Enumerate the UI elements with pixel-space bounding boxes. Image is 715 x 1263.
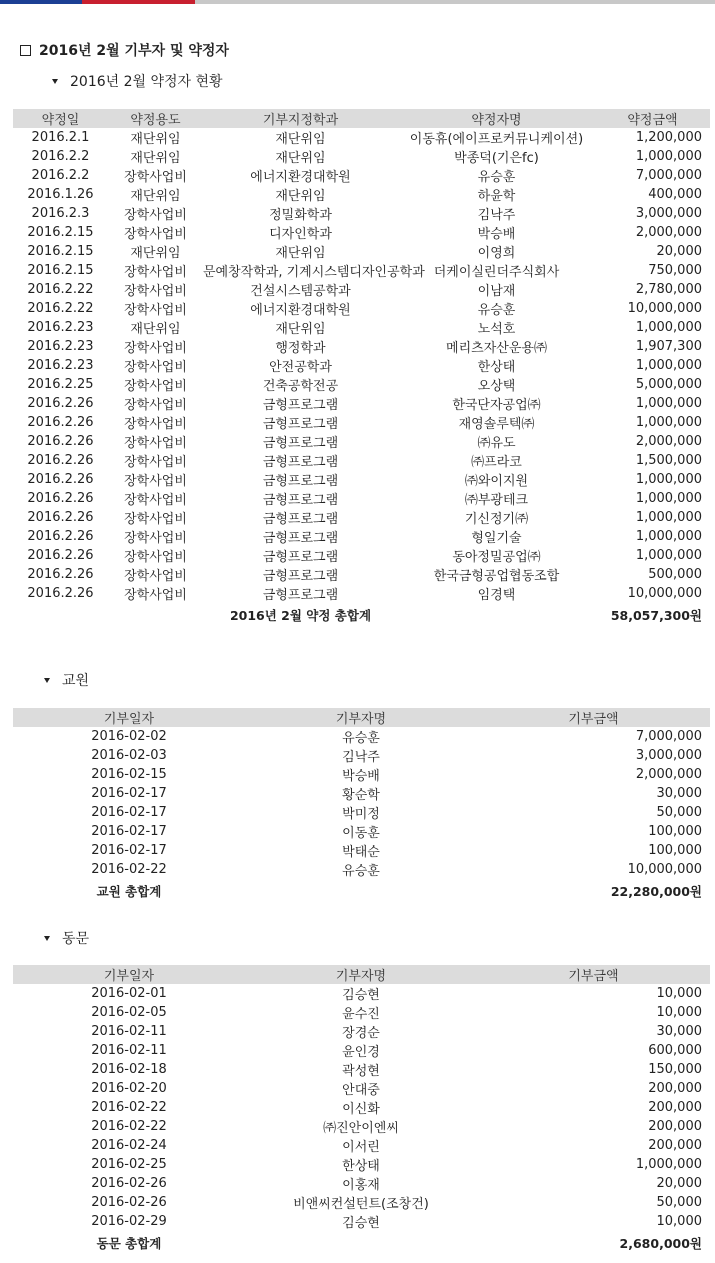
table-cell: 10,000 [656, 986, 702, 1001]
total-row [13, 603, 710, 627]
column-header: 기부일자 [13, 965, 245, 984]
table-row [13, 803, 710, 822]
table-cell: 10,000 [656, 1214, 702, 1229]
total-label: 교원 총합계 [96, 884, 162, 899]
table-cell: 건설시스템공학과 [250, 284, 351, 299]
table-row [13, 451, 710, 470]
table-cell: 30,000 [656, 786, 702, 801]
table-cell: 한국금형공업협동조합 [433, 569, 560, 584]
table-row [13, 299, 710, 318]
section-title-text: 교원 [62, 673, 90, 689]
table-cell: 금형프로그램 [262, 474, 339, 489]
total-row [13, 879, 710, 903]
table-cell: 2016-02-03 [91, 748, 167, 763]
table-cell: 2016.2.23 [27, 320, 94, 335]
table-cell: 에너지환경대학원 [250, 170, 351, 185]
triangle-bullet-icon [44, 678, 50, 683]
table-cell: 2016-02-17 [91, 786, 167, 801]
table-cell: 장학사업비 [124, 227, 187, 242]
table-cell: 2016.2.26 [27, 586, 94, 601]
table-cell: 건축공학전공 [262, 379, 339, 394]
table-cell: 2016.2.26 [27, 567, 94, 582]
table-cell: 10,000,000 [627, 862, 702, 877]
table-cell: 장학사업비 [124, 512, 187, 527]
table-cell: 2016.2.15 [27, 263, 94, 278]
column-header: 기부자명 [245, 708, 477, 727]
table-row [13, 318, 710, 337]
total-label: 2016년 2월 약정 총합계 [229, 608, 372, 623]
table-cell: 2016.2.26 [27, 472, 94, 487]
table-row [13, 784, 710, 803]
column-header: 약정금액 [595, 109, 710, 128]
table-cell: 2016.2.1 [31, 130, 90, 145]
table-cell: 재단위임 [275, 132, 326, 147]
table-cell: 2016-02-11 [91, 1043, 167, 1058]
table-cell: 김낙주 [477, 208, 516, 223]
column-header: 기부금액 [477, 965, 710, 984]
table-row [13, 204, 710, 223]
table-cell: 2016.2.26 [27, 415, 94, 430]
table-row [13, 413, 710, 432]
table-cell: 600,000 [648, 1043, 702, 1058]
table-cell: 2,780,000 [635, 282, 702, 297]
table-cell: 1,000,000 [635, 491, 702, 506]
table-cell: 이홍재 [342, 1178, 380, 1193]
table-cell: 금형프로그램 [262, 398, 339, 413]
total-label: 동문 총합계 [96, 1236, 162, 1251]
table-cell: 재단위임 [275, 151, 326, 166]
table-cell: 200,000 [648, 1081, 702, 1096]
table-cell: 20,000 [656, 244, 702, 259]
table-cell: 김승현 [342, 1216, 380, 1231]
column-header: 기부자명 [245, 965, 477, 984]
table-cell: 장학사업비 [124, 341, 187, 356]
table-cell: 30,000 [656, 1024, 702, 1039]
table-cell: ㈜프라코 [471, 455, 522, 470]
table-cell: 100,000 [648, 843, 702, 858]
table-cell: 2,000,000 [635, 434, 702, 449]
table-cell: 박미정 [342, 807, 380, 822]
table-cell: 금형프로그램 [262, 531, 339, 546]
table-cell: 2016.1.26 [27, 187, 94, 202]
table-cell: 장학사업비 [124, 531, 187, 546]
table-row [13, 1155, 710, 1174]
table-cell: 7,000,000 [635, 168, 702, 183]
table-cell: 장학사업비 [124, 493, 187, 508]
table-cell: 1,000,000 [635, 320, 702, 335]
section-title-pledge [52, 71, 223, 91]
table-cell: 1,000,000 [635, 548, 702, 563]
table-row [13, 841, 710, 860]
table-cell: 2016-02-22 [91, 862, 167, 877]
table-cell: 2,000,000 [635, 767, 702, 782]
table-row [13, 822, 710, 841]
table-cell: 400,000 [648, 187, 702, 202]
table-cell: 유승훈 [342, 731, 380, 746]
table-cell: 장학사업비 [124, 569, 187, 584]
table-cell: 디자인학과 [269, 227, 332, 242]
table-cell: 3,000,000 [635, 206, 702, 221]
total-value: 22,280,000원 [610, 884, 702, 899]
table-cell: 2016-02-05 [91, 1005, 167, 1020]
table-cell: 2016.2.2 [31, 168, 90, 183]
table-cell: 장학사업비 [124, 455, 187, 470]
total-value: 58,057,300원 [610, 608, 702, 623]
table-cell: 장학사업비 [124, 170, 187, 185]
table-row [13, 128, 710, 147]
table-cell: 2016.2.26 [27, 548, 94, 563]
table-cell: 에너지환경대학원 [250, 303, 351, 318]
accent-blue [0, 0, 82, 4]
table-cell: 2016-02-18 [91, 1062, 167, 1077]
table-row [13, 432, 710, 451]
pledge-table [13, 109, 710, 627]
table-cell: 이동휴(에이프로커뮤니케이션) [409, 132, 584, 147]
table-cell: 한상태 [342, 1159, 380, 1174]
table-cell: 재단위임 [130, 132, 181, 147]
column-header: 기부금액 [477, 708, 710, 727]
table-cell: 2016.2.26 [27, 396, 94, 411]
table-cell: 2016.2.26 [27, 529, 94, 544]
table-cell: 2016-02-02 [91, 729, 167, 744]
table-cell: 정밀화학과 [269, 208, 332, 223]
table-cell: 재단위임 [130, 322, 181, 337]
table-cell: 장학사업비 [124, 588, 187, 603]
table-row [13, 185, 710, 204]
table-cell: 1,000,000 [635, 472, 702, 487]
table-cell: 200,000 [648, 1138, 702, 1153]
section-title-text: 동문 [62, 931, 90, 947]
table-cell: 1,000,000 [635, 510, 702, 525]
table-cell: 2016.2.22 [27, 301, 94, 316]
table-header-row [13, 708, 710, 727]
table-cell: 2016-02-22 [91, 1100, 167, 1115]
table-cell: 2016-02-17 [91, 824, 167, 839]
table-row [13, 1079, 710, 1098]
table-row [13, 147, 710, 166]
table-cell: 장학사업비 [124, 398, 187, 413]
table-cell: 2016.2.3 [31, 206, 90, 221]
table-cell: 2016-02-17 [91, 805, 167, 820]
table-cell: 1,907,300 [635, 339, 702, 354]
total-value: 2,680,000원 [619, 1236, 702, 1251]
table-row [13, 166, 710, 185]
table-cell: 윤인경 [342, 1045, 380, 1060]
table-cell: 박종덕(기은fc) [454, 151, 539, 166]
table-cell: 동아정밀공업㈜ [452, 550, 541, 565]
table-cell: ㈜와이지원 [464, 474, 529, 489]
table-cell: 재단위임 [130, 189, 181, 204]
accent-red [82, 0, 195, 4]
table-cell: 150,000 [648, 1062, 702, 1077]
table-cell: 안대중 [342, 1083, 380, 1098]
table-cell: 금형프로그램 [262, 436, 339, 451]
table-cell: 장학사업비 [124, 303, 187, 318]
table-cell: 금형프로그램 [262, 588, 339, 603]
table-row [13, 527, 710, 546]
table-cell: 2016-02-15 [91, 767, 167, 782]
table-cell: 500,000 [648, 567, 702, 582]
table-cell: 이신화 [342, 1102, 380, 1117]
table-cell: 2016.2.26 [27, 491, 94, 506]
table-cell: 2016-02-25 [91, 1157, 167, 1172]
table-cell: 1,000,000 [635, 1157, 702, 1172]
table-cell: 재단위임 [275, 246, 326, 261]
table-cell: 금형프로그램 [262, 569, 339, 584]
table-row [13, 1212, 710, 1231]
table-cell: 2,000,000 [635, 225, 702, 240]
section-title-text: 2016년 2월 약정자 현황 [70, 74, 223, 90]
table-cell: 1,500,000 [635, 453, 702, 468]
table-row [13, 1193, 710, 1212]
table-row [13, 860, 710, 879]
table-cell: 1,000,000 [635, 396, 702, 411]
square-bullet-icon [20, 45, 31, 56]
table-cell: 금형프로그램 [262, 550, 339, 565]
table-cell: 유승훈 [477, 170, 516, 185]
table-row [13, 375, 710, 394]
table-row [13, 584, 710, 603]
table-cell: 이영희 [477, 246, 516, 261]
table-row [13, 280, 710, 299]
table-cell: 문예창작학과, 기계시스템디자인공학과 [203, 265, 425, 280]
table-cell: 김낙주 [342, 750, 380, 765]
table-cell: 2016.2.26 [27, 453, 94, 468]
table-cell: 형일기술 [471, 531, 522, 546]
table-cell: 2016-02-26 [91, 1176, 167, 1191]
table-cell: 재단위임 [130, 151, 181, 166]
table-cell: 행정학과 [275, 341, 326, 356]
triangle-bullet-icon [44, 936, 50, 941]
table-cell: 이남재 [477, 284, 516, 299]
table-cell: 5,000,000 [635, 377, 702, 392]
table-cell: ㈜유도 [477, 436, 516, 451]
table-row [13, 1041, 710, 1060]
table-row [13, 223, 710, 242]
table-cell: 2016-02-26 [91, 1195, 167, 1210]
table-cell: 10,000,000 [627, 301, 702, 316]
table-cell: 2016.2.15 [27, 225, 94, 240]
table-cell: 한국단자공업㈜ [452, 398, 541, 413]
column-header: 기부일자 [13, 708, 245, 727]
section-title-faculty [44, 670, 89, 690]
table-cell: 1,000,000 [635, 529, 702, 544]
table-cell: 2016-02-24 [91, 1138, 167, 1153]
table-cell: 100,000 [648, 824, 702, 839]
table-cell: 금형프로그램 [262, 455, 339, 470]
table-cell: 재영솔루텍㈜ [458, 417, 535, 432]
table-cell: 장학사업비 [124, 265, 187, 280]
table-cell: 박승배 [342, 769, 380, 784]
table-cell: 이동훈 [342, 826, 380, 841]
table-cell: 노석호 [477, 322, 516, 337]
table-row [13, 508, 710, 527]
table-cell: 곽성현 [342, 1064, 380, 1079]
table-cell: 황순학 [342, 788, 380, 803]
column-header: 약정일 [13, 109, 108, 128]
table-row [13, 765, 710, 784]
table-cell: 2016.2.23 [27, 358, 94, 373]
table-row [13, 1098, 710, 1117]
table-cell: 금형프로그램 [262, 512, 339, 527]
table-row [13, 1136, 710, 1155]
table-row [13, 746, 710, 765]
table-cell: 10,000 [656, 1005, 702, 1020]
table-cell: 10,000,000 [627, 586, 702, 601]
table-cell: 재단위임 [130, 246, 181, 261]
table-cell: 하윤학 [477, 189, 516, 204]
table-cell: 박승배 [477, 227, 516, 242]
table-row [13, 1174, 710, 1193]
table-cell: 장학사업비 [124, 417, 187, 432]
table-cell: 50,000 [656, 805, 702, 820]
table-cell: 장학사업비 [124, 379, 187, 394]
table-cell: 오상택 [477, 379, 516, 394]
table-cell: 재단위임 [275, 322, 326, 337]
table-cell: 유승훈 [342, 864, 380, 879]
table-cell: 장경순 [342, 1026, 380, 1041]
table-cell: 장학사업비 [124, 208, 187, 223]
table-row [13, 470, 710, 489]
table-cell: 임경택 [477, 588, 516, 603]
table-cell: 유승훈 [477, 303, 516, 318]
column-header: 약정용도 [108, 109, 203, 128]
table-cell: 장학사업비 [124, 436, 187, 451]
table-cell: 2016.2.26 [27, 510, 94, 525]
total-row [13, 1231, 710, 1255]
table-cell: 장학사업비 [124, 550, 187, 565]
table-row [13, 984, 710, 1003]
table-cell: 2016.2.25 [27, 377, 94, 392]
table-row [13, 261, 710, 280]
table-cell: 1,000,000 [635, 149, 702, 164]
table-row [13, 394, 710, 413]
table-cell: 200,000 [648, 1100, 702, 1115]
table-row [13, 1022, 710, 1041]
table-cell: ㈜진안이엔씨 [323, 1121, 399, 1136]
table-row [13, 565, 710, 584]
table-cell: 20,000 [656, 1176, 702, 1191]
table-cell: 금형프로그램 [262, 417, 339, 432]
table-cell: 2016-02-11 [91, 1024, 167, 1039]
table-cell: 2016-02-20 [91, 1081, 167, 1096]
table-cell: 박태순 [342, 845, 380, 860]
triangle-bullet-icon [52, 79, 58, 84]
table-cell: 장학사업비 [124, 474, 187, 489]
alumni-table [13, 965, 710, 1255]
page-title-text: 2016년 2월 기부자 및 약정자 [39, 43, 229, 59]
table-cell: 더케이실린더주식회사 [433, 265, 560, 280]
table-cell: 2016-02-22 [91, 1119, 167, 1134]
table-cell: 2016.2.15 [27, 244, 94, 259]
table-cell: 2016-02-29 [91, 1214, 167, 1229]
table-cell: 안전공학과 [269, 360, 332, 375]
table-cell: 1,000,000 [635, 358, 702, 373]
table-cell: 금형프로그램 [262, 493, 339, 508]
table-cell: 200,000 [648, 1119, 702, 1134]
table-cell: 2016.2.23 [27, 339, 94, 354]
table-row [13, 489, 710, 508]
table-cell: 한상태 [477, 360, 516, 375]
table-cell: 이서린 [342, 1140, 380, 1155]
table-cell: 2016.2.22 [27, 282, 94, 297]
table-row [13, 356, 710, 375]
table-row [13, 546, 710, 565]
table-cell: 윤수진 [342, 1007, 380, 1022]
table-cell: ㈜부광테크 [464, 493, 529, 508]
table-cell: 1,200,000 [635, 130, 702, 145]
table-row [13, 1003, 710, 1022]
table-cell: 재단위임 [275, 189, 326, 204]
table-cell: 2016.2.2 [31, 149, 90, 164]
column-header: 기부지정학과 [203, 109, 398, 128]
table-cell: 2016-02-01 [91, 986, 167, 1001]
table-cell: 2016.2.26 [27, 434, 94, 449]
table-cell: 1,000,000 [635, 415, 702, 430]
table-row [13, 1117, 710, 1136]
table-cell: 기신정기㈜ [464, 512, 529, 527]
faculty-table [13, 708, 710, 903]
table-cell: 50,000 [656, 1195, 702, 1210]
table-cell: 3,000,000 [635, 748, 702, 763]
table-cell: 2016-02-17 [91, 843, 167, 858]
table-cell: 메리츠자산운용㈜ [446, 341, 547, 356]
table-header-row [13, 965, 710, 984]
top-accent-bar [0, 0, 715, 4]
table-cell: 750,000 [648, 263, 702, 278]
table-cell: 비앤씨컨설턴트(조창건) [293, 1197, 429, 1212]
table-cell: 장학사업비 [124, 284, 187, 299]
table-row [13, 727, 710, 746]
table-header-row [13, 109, 710, 128]
table-row [13, 242, 710, 261]
table-cell: 7,000,000 [635, 729, 702, 744]
section-title-alumni [44, 928, 89, 948]
table-row [13, 337, 710, 356]
table-cell: 장학사업비 [124, 360, 187, 375]
column-header: 약정자명 [398, 109, 595, 128]
table-cell: 김승현 [342, 988, 380, 1003]
table-row [13, 1060, 710, 1079]
page-title [20, 40, 229, 60]
